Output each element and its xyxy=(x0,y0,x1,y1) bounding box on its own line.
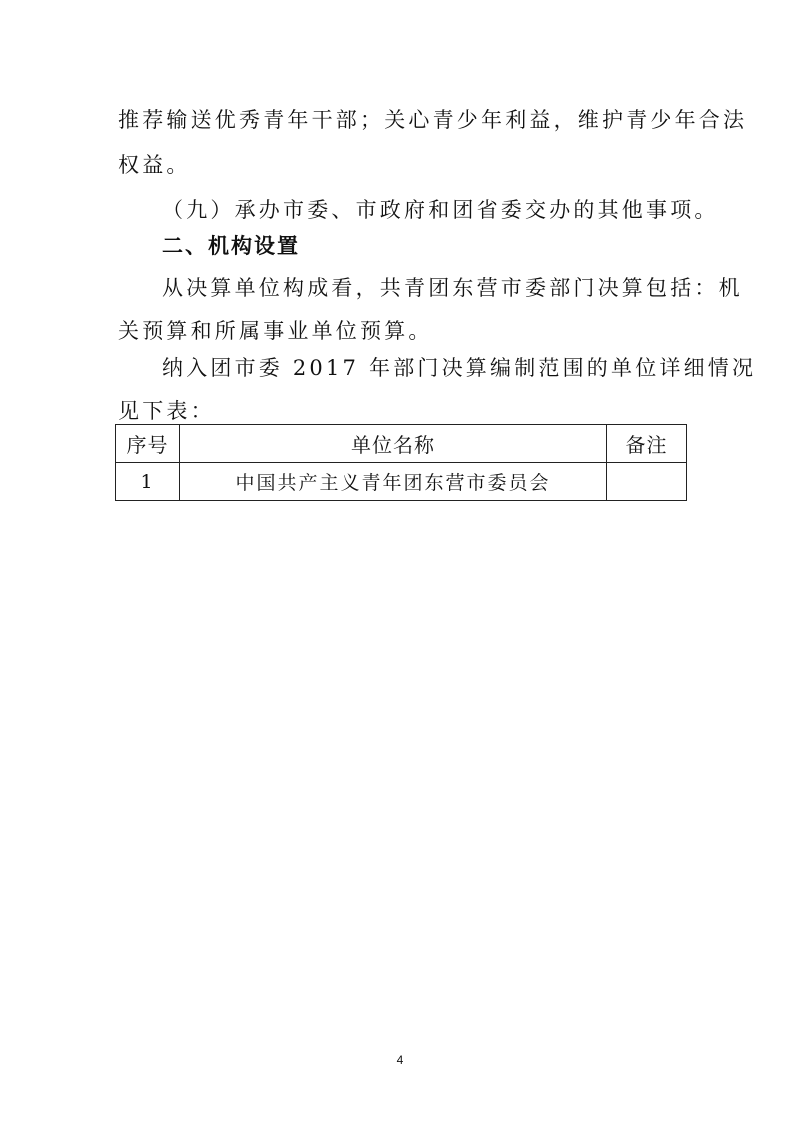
body-text-line: 纳入团市委 2017 年部门决算编制范围的单位详细情况 xyxy=(162,356,757,380)
body-text-line: 从决算单位构成看，共青团东营市委部门决算包括：机 xyxy=(162,276,743,300)
body-text-line: 关预算和所属事业单位预算。 xyxy=(118,319,433,343)
section-heading: 二、机构设置 xyxy=(162,234,300,258)
body-text-line: 推荐输送优秀青年干部；关心青少年利益，维护青少年合法 xyxy=(118,108,748,132)
cell-remarks xyxy=(607,463,687,501)
header-remarks: 备注 xyxy=(607,425,687,463)
table-row xyxy=(116,463,687,501)
unit-table xyxy=(115,424,687,501)
table-header-row xyxy=(116,425,687,463)
body-text-line: （九）承办市委、市政府和团省委交办的其他事项。 xyxy=(162,198,719,222)
header-index: 序号 xyxy=(116,425,180,463)
cell-unit-name: 中国共产主义青年团东营市委员会 xyxy=(180,463,607,501)
body-text-line: 见下表： xyxy=(118,399,215,423)
header-unit-name: 单位名称 xyxy=(180,425,607,463)
cell-index: 1 xyxy=(116,463,180,501)
body-text-line: 权益。 xyxy=(118,153,191,177)
page-number: 4 xyxy=(396,1053,404,1067)
